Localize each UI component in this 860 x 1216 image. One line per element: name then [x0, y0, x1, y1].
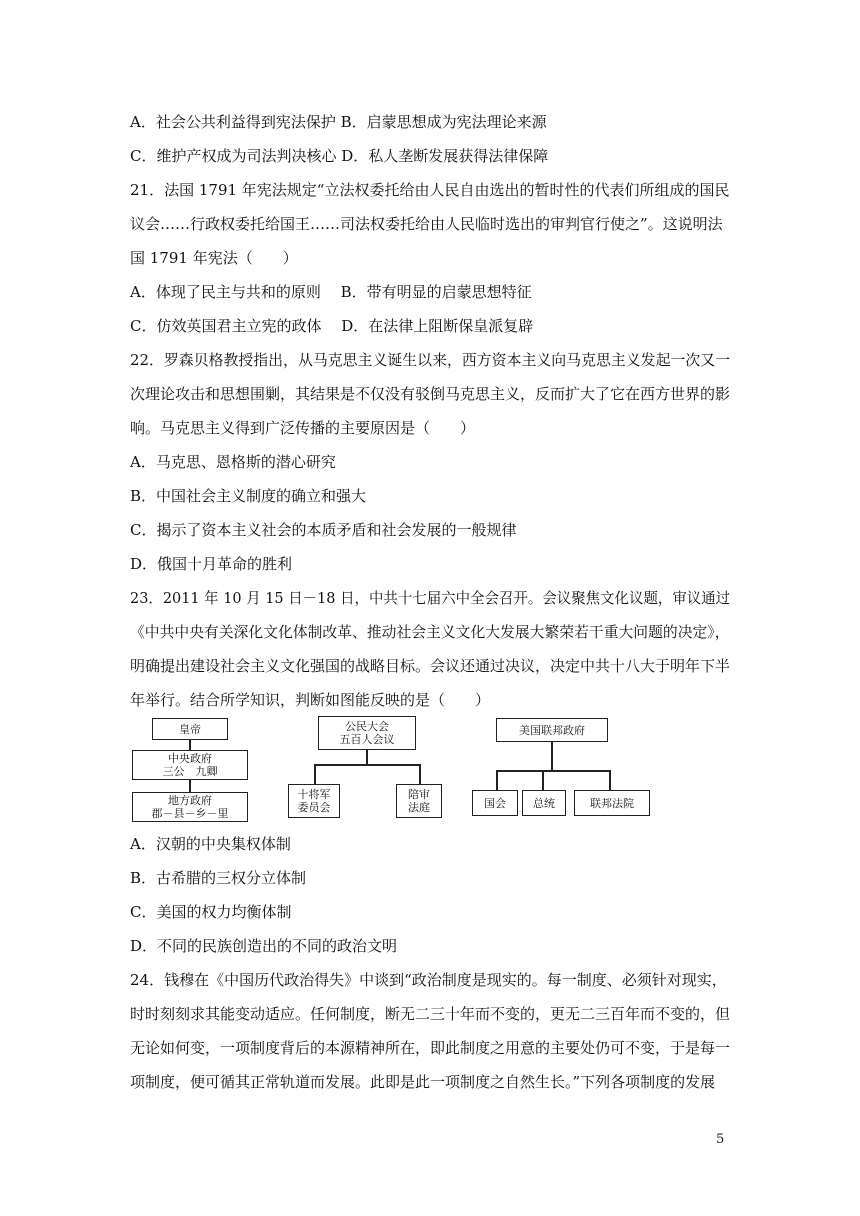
president-box: [522, 790, 566, 816]
option-line: C．美国的权力均衡体制: [130, 903, 292, 921]
emperor-label: 皇帝: [179, 722, 201, 736]
ten-generals-box: [288, 784, 340, 818]
question-24-text: 无论如何变，一项制度背后的本源精神所在，即此制度之用意的主要处仍可不变，于是每一: [130, 1039, 731, 1057]
court-label: 法庭: [408, 801, 430, 814]
connector-line: [314, 764, 316, 784]
question-24-text: 24．钱穆在《中国历代政治得失》中谈到“政治制度是现实的。每一制度、必须针对现实，: [130, 971, 727, 989]
federal-court-box: [574, 790, 650, 816]
ten-generals-label: 十将军: [297, 788, 331, 801]
connector-line: [542, 770, 544, 790]
emperor-box: [152, 718, 228, 740]
question-21-text: 国 1791 年宪法（ ）: [130, 249, 298, 267]
option-line: A．社会公共利益得到宪法保护 B．启蒙思想成为宪法理论来源: [130, 113, 547, 131]
committee-label: 委员会: [297, 801, 331, 814]
president-label: 总统: [533, 796, 555, 810]
connector-line: [609, 770, 611, 790]
question-23-text: 年举行。结合所学知识，判断如图能反映的是（ ）: [130, 691, 491, 709]
question-22-text: 响。马克思主义得到广泛传播的主要原因是（ ）: [130, 419, 476, 437]
question-23-text: 23．2011 年 10 月 15 日－18 日，中共十七届六中全会召开。会议聚焦文化议题，审议通过: [130, 589, 731, 607]
citizens-assembly-label: 公民大会: [345, 720, 389, 733]
question-21-text: 议会……行政权委托给国王……司法权委托给由人民临时选出的审判官行使之”。这说明法: [130, 215, 723, 233]
local-government-box: [132, 792, 248, 822]
question-24-text: 项制度，便可循其正常轨道而发展。此即是此一项制度之自然生长。”下列各项制度的发展: [130, 1073, 716, 1091]
connector-line: [366, 750, 368, 764]
federal-government-box: [496, 718, 608, 742]
citizens-assembly-box: [318, 716, 416, 750]
connector-line: [189, 780, 191, 792]
question-23-text: 《中共中央有关深化文化体制改革、推动社会主义文化大发展大繁荣若干重大问题的决定》，: [130, 623, 730, 641]
question-24-text: 时时刻刻求其能变动适应。任何制度，断无二三十年而不变的，更无二三百年而不变的，但: [130, 1005, 731, 1023]
question-23-text: 明确提出建设社会主义文化强国的战略目标。会议还通过决议，决定中共十八大于明年下半: [130, 657, 731, 675]
local-government-label: 地方政府: [168, 794, 212, 807]
page-number: 5: [716, 1132, 725, 1147]
question-21-text: 21．法国 1791 年宪法规定“立法权委托给由人民自由选出的暂时性的代表们所组成的国民: [130, 181, 730, 199]
option-line: A．马克思、恩格斯的潜心研究: [130, 453, 336, 471]
option-line: D．不同的民族创造出的不同的政治文明: [130, 937, 398, 955]
jury-court-box: [396, 784, 442, 818]
central-government-offices: 三公 九卿: [162, 765, 218, 778]
local-government-levels: 郡－县－乡－里: [151, 807, 229, 820]
federal-court-label: 联邦法院: [590, 796, 634, 810]
congress-label: 国会: [484, 796, 506, 810]
connector-line: [496, 770, 610, 772]
council-of-500-label: 五百人会议: [339, 733, 395, 746]
connector-line: [314, 764, 420, 766]
connector-line: [189, 740, 191, 750]
congress-box: [472, 790, 518, 816]
connector-line: [496, 770, 498, 790]
central-government-box: [132, 750, 248, 780]
option-line: A．体现了民主与共和的原则 B．带有明显的启蒙思想特征: [130, 283, 532, 301]
question-22-text: 次理论攻击和思想围剿，其结果是不仅没有驳倒马克思主义，反而扩大了它在西方世界的影: [130, 385, 731, 403]
option-line: B．中国社会主义制度的确立和强大: [130, 487, 367, 505]
option-line: C．维护产权成为司法判决核心 D．私人垄断发展获得法律保障: [130, 147, 549, 165]
diagram-figure: [130, 714, 730, 824]
option-line: D．俄国十月革命的胜利: [130, 555, 293, 573]
option-line: B．古希腊的三权分立体制: [130, 869, 307, 887]
jury-label: 陪审: [408, 788, 430, 801]
connector-line: [419, 764, 421, 784]
option-line: C．揭示了资本主义社会的本质矛盾和社会发展的一般规律: [130, 521, 517, 539]
option-line: C．仿效英国君主立宪的政体 D．在法律上阻断保皇派复辟: [130, 317, 534, 335]
central-government-label: 中央政府: [168, 752, 212, 765]
question-22-text: 22．罗森贝格教授指出，从马克思主义诞生以来，西方资本主义向马克思主义发起一次又一: [130, 351, 731, 369]
option-line: A．汉朝的中央集权体制: [130, 835, 291, 853]
connector-line: [551, 742, 553, 770]
federal-government-label: 美国联邦政府: [519, 723, 585, 737]
